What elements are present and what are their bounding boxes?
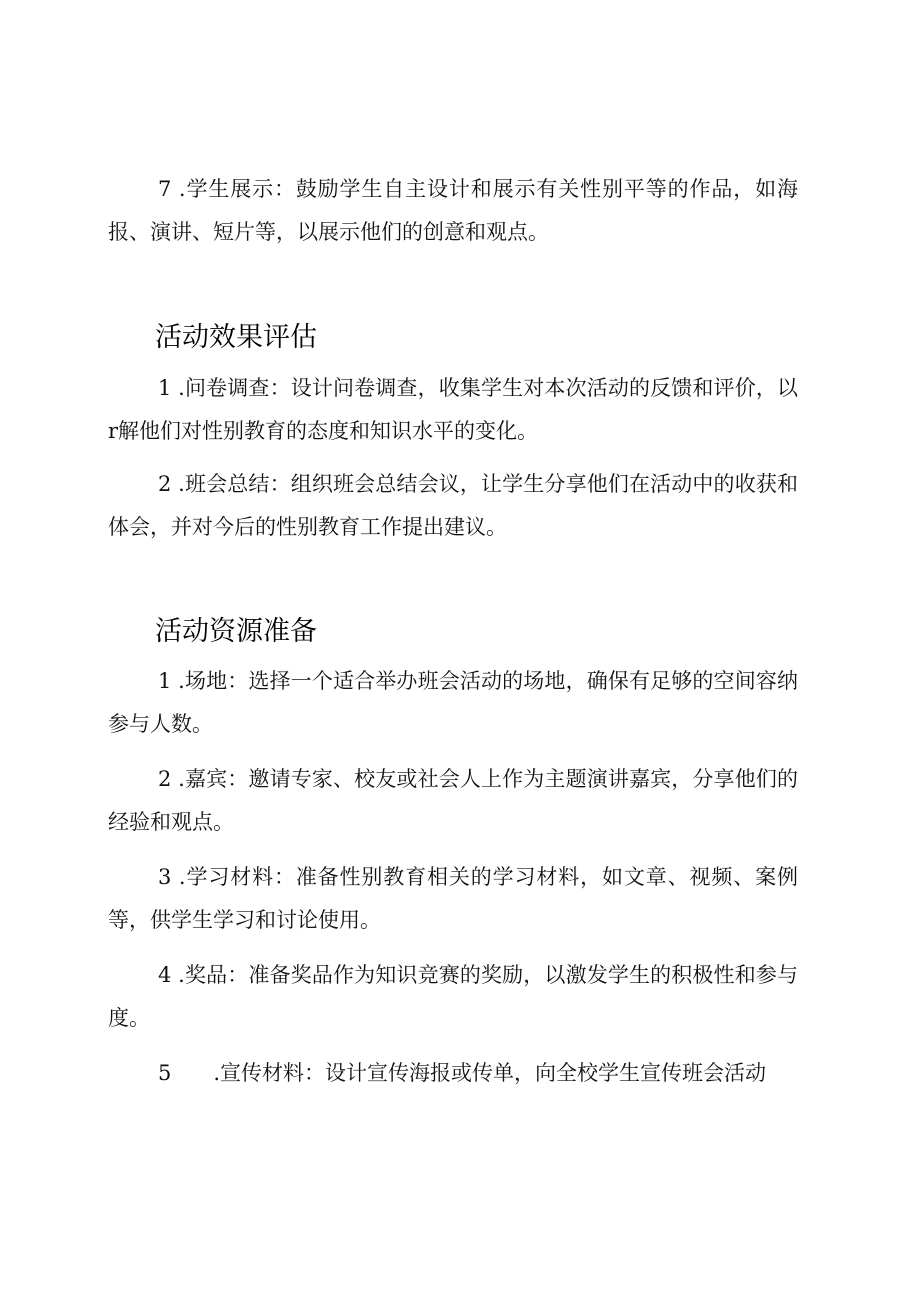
heading-activity-evaluation: 活动效果评估 [155, 322, 317, 353]
paragraph-class-summary: 2 .班会总结：组织班会总结会议，让学生分享他们在活动中的收获和体会，并对今后的性别教育工作提出建议。 [108, 472, 798, 539]
paragraph-questionnaire: 1 .问卷调查：设计问卷调查，收集学生对本次活动的反馈和评价，以r解他们对性别教育的态度和知识水平的变化。 [108, 376, 798, 443]
paragraph-student-showcase: 7 .学生展示：鼓励学生自主设计和展示有关性别平等的作品，如海报、演讲、短片等，以展示他们的创意和观点。 [108, 177, 798, 244]
heading-activity-resources: 活动资源准备 [155, 616, 317, 647]
paragraph-guests: 2 .嘉宾：邀请专家、校友或社会人上作为主题演讲嘉宾，分享他们的经验和观点。 [108, 767, 798, 834]
paragraph-prizes: 4 .奖品：准备奖品作为知识竞赛的奖励，以激发学生的积极性和参与度。 [108, 963, 798, 1030]
paragraph-promotional-materials: 5 .宣传材料：设计宣传海报或传单，向全校学生宣传班会活动 [158, 1061, 767, 1085]
paragraph-venue: 1 .场地：选择一个适合举办班会活动的场地，确保有足够的空间容纳参与人数。 [108, 669, 798, 736]
paragraph-learning-materials: 3 .学习材料：准备性别教育相关的学习材料，如文章、视频、案例等，供学生学习和讨论使用。 [108, 865, 798, 932]
